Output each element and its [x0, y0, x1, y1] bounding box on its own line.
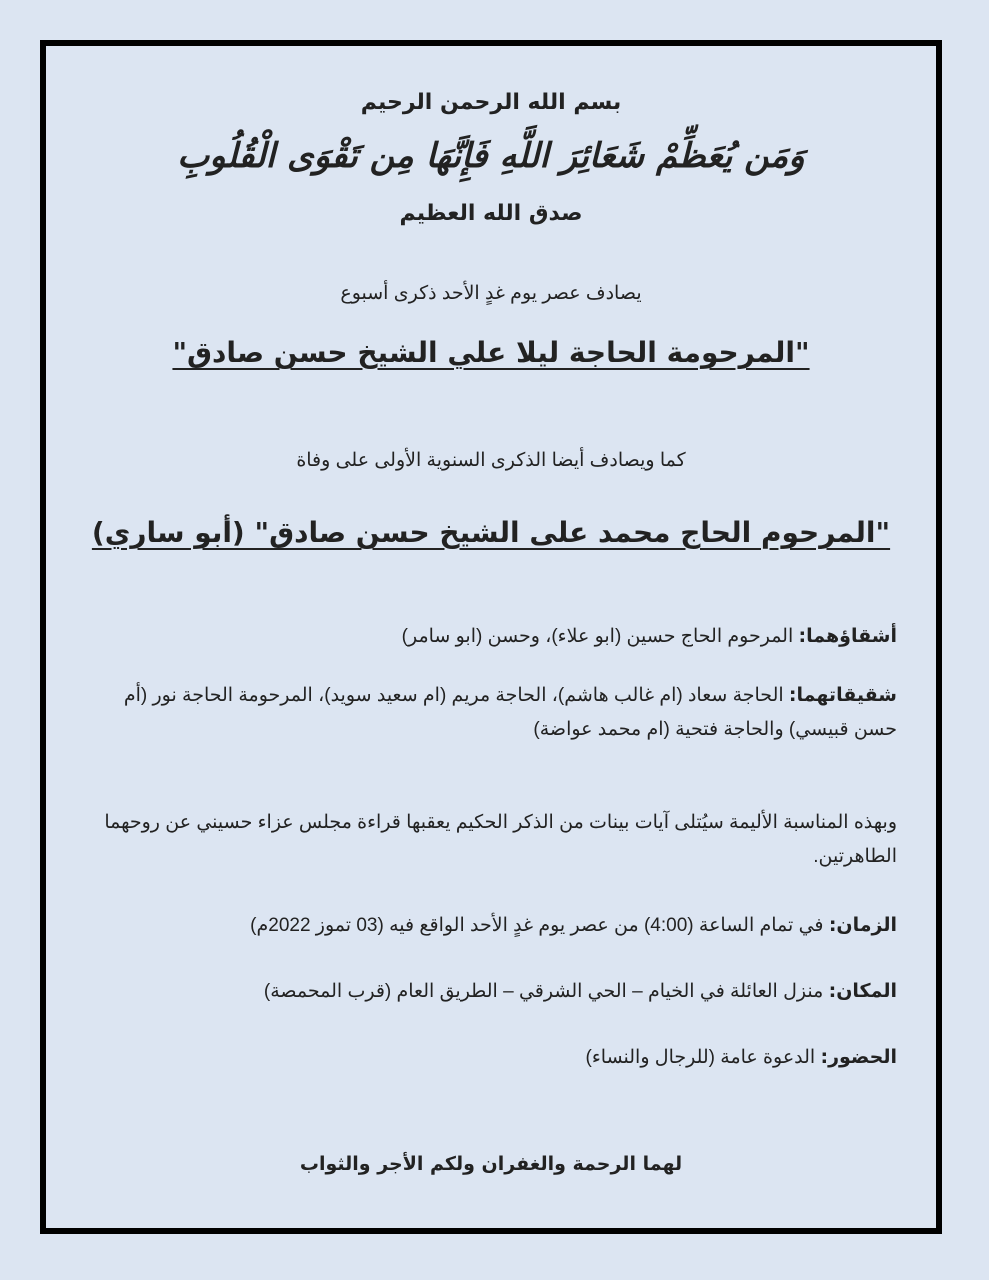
brothers-paragraph — [85, 619, 897, 654]
reading-paragraph: وبهذه المناسبة الأليمة سيُتلى آيات بينات من الذكر الحكيم يعقبها قراءة مجلس عزاء حسيني عن روحهما الطاهرتين. — [104, 812, 897, 868]
time-paragraph — [85, 908, 897, 943]
attendance-text: الدعوة عامة (للرجال والنساء) — [585, 1047, 821, 1068]
sisters-text: الحاجة سعاد (ام غالب هاشم)، الحاجة مريم (ام سعيد سويد)، المرحومة الحاجة نور (أم حسن قبيسي) والحاجة فتحية (ام محمد عواضة) — [123, 685, 897, 741]
attendance-label: الحضور: — [820, 1046, 897, 1068]
place-text: منزل العائلة في الخيام – الحي الشرقي – الطريق العام (قرب المحمصة) — [263, 981, 829, 1002]
sisters-label: شقيقاتهما: — [788, 684, 897, 706]
quran-verse: وَمَن يُعَظِّمْ شَعَائِرَ اللَّهِ فَإِنَّهَا مِن تَقْوَى الْقُلُوبِ — [177, 136, 805, 176]
place-paragraph — [85, 974, 897, 1009]
sadaq-allah: صدق الله العظيم — [399, 201, 583, 226]
deceased-name-2: "المرحوم الحاج محمد على الشيخ حسن صادق" (أبو ساري) — [91, 516, 891, 549]
time-label: الزمان: — [828, 914, 897, 936]
time-text: في تمام الساعة (4:00) من عصر يوم غدٍ الأحد الواقع فيه (03 تموز 2022م) — [250, 915, 829, 936]
place-label: المكان: — [828, 980, 897, 1002]
basmala: بسم الله الرحمن الرحيم — [360, 90, 622, 115]
anniversary-intro-2: كما ويصادف أيضا الذكرى السنوية الأولى على وفاة — [296, 450, 686, 471]
anniversary-intro: يصادف عصر يوم غدٍ الأحد ذكرى أسبوع — [340, 283, 642, 304]
sisters-paragraph — [85, 678, 897, 747]
deceased-name-1: "المرحومة الحاجة ليلا علي الشيخ حسن صادق" — [172, 336, 810, 369]
attendance-paragraph — [85, 1040, 897, 1075]
brothers-text: المرحوم الحاج حسين (ابو علاء)، وحسن (ابو سامر) — [401, 626, 799, 647]
closing-line: لهما الرحمة والغفران ولكم الأجر والثواب — [299, 1153, 683, 1175]
brothers-label: أشقاؤهما: — [798, 625, 897, 647]
